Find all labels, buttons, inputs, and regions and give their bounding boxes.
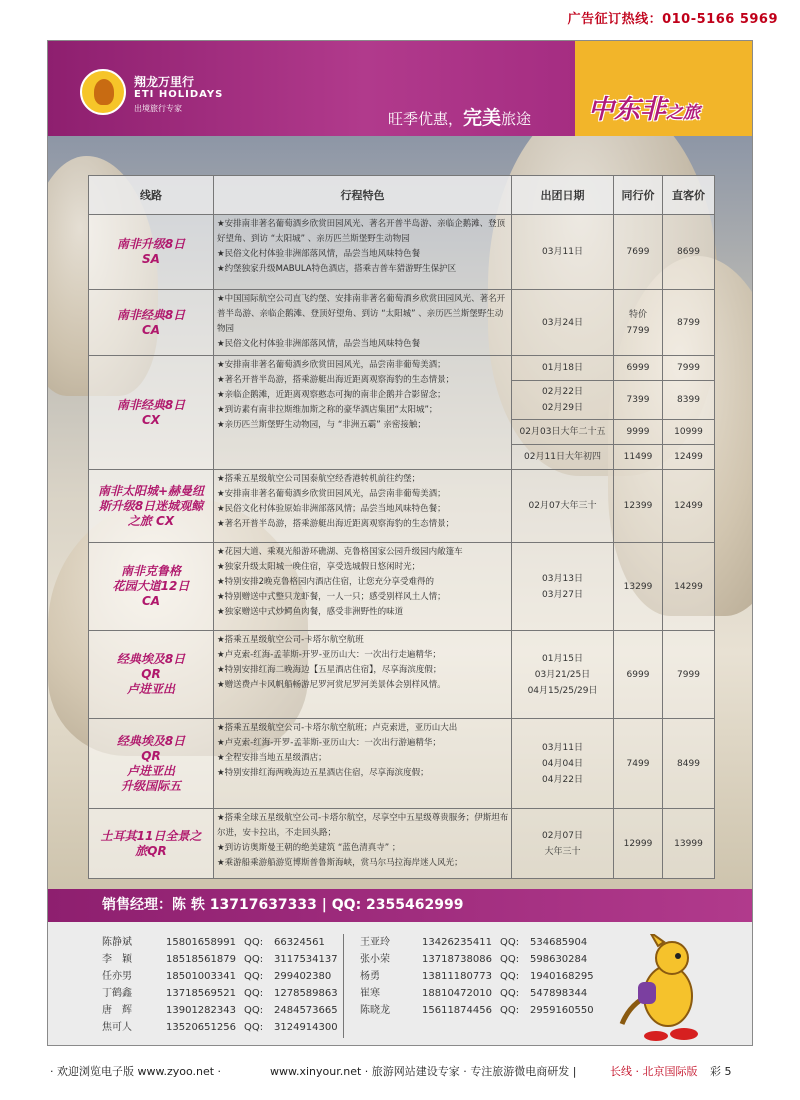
eti-logo-icon [80,69,126,115]
direct-price-cell: 12499 [663,445,715,470]
line: SA [142,252,160,266]
direct-price-cell [663,543,715,631]
features-cell [214,719,512,809]
line: 12499 [674,501,703,511]
contact-qq: 2959160550 [530,1005,594,1016]
slogan: 旺季优惠，完美旅途 [388,107,532,129]
line: ★到访访奥斯曼王朝的绝美建筑 “蓝色清真寺” ； [217,843,401,853]
features-cell [214,290,512,356]
route-name-cell [89,290,214,356]
contact-qq: 547898344 [530,988,588,999]
contact-phone: 18810472010 [422,988,492,999]
features-cell [214,631,512,719]
col-header-direct-price: 直客价 [663,176,715,215]
features-cell [214,809,512,879]
line: ★亲历匹兰斯堡野生动物园，与 “非洲五霸” 亲密接触； [217,420,426,430]
line: 14299 [674,581,703,592]
contact-qq: 534685904 [530,937,588,948]
line: ★搭乘全球五星级航空公司-卡塔尔航空，尽享空中五星级尊贵服务；伊斯坦布尔进，安卡拉出，不走回头路； [217,813,509,838]
contact-phone: 15611874456 [422,1005,492,1016]
footer-site-info: www.xinyour.net · 旅游网站建设专家 · 专注旅游微电商研发 | [270,1065,577,1078]
contact-qq: 3124914300 [274,1022,338,1033]
line: 8699 [677,247,700,257]
contact-qq-label: QQ: [244,937,264,948]
peer-price-cell [614,470,663,543]
direct-price-cell: 10999 [663,420,715,445]
features-cell [214,543,512,631]
line: QR [141,667,161,681]
contact-name: 丁鹤鑫 [102,988,132,999]
line: ★卢克索-红海-孟菲斯-开罗-亚历山大：一次出行走遍精华； [217,650,441,660]
line: ★搭乘五星级航空公司-卡塔尔航空航班；卢克索进，亚历山大出 [217,723,458,733]
line: ★全程安排当地五星级酒店； [217,753,327,763]
line: ★民俗文化村体验非洲部落风情，品尝当地风味特色餐 [217,249,421,259]
line: 斯升级8日迷城观鲸 [98,498,204,513]
line: 卢进亚出 [126,682,175,696]
page-title: 中东非之旅 [588,95,701,125]
line: 经典埃及8日 [116,652,186,666]
contact-phone: 13901282343 [166,1005,236,1016]
line: CX [141,412,161,427]
contact-qq-label: QQ: [500,937,520,948]
col-header-dates: 出团日期 [512,176,614,215]
contact-name: 李 颖 [102,954,132,965]
line: 7699 [626,247,650,257]
line: CA [141,322,161,337]
logo-en: ETI HOLIDAYS [134,89,224,100]
line: ★独家升级太阳城一晚住宿，享受选城假日悠闲时光； [217,562,421,572]
features-cell [214,215,512,290]
line: 8499 [677,758,700,769]
line: 02月11日大年初四 [524,452,601,462]
contact-phone: 18501003341 [166,971,236,982]
line: ★约堡独家升级MABULA特色酒店，搭乘吉普车猎游野生保护区 [217,264,457,274]
line: ★特别安排红海两晚海边五星酒店住宿，尽享海滨度假； [217,768,429,778]
direct-price-cell [663,470,715,543]
line: 6999 [626,669,650,680]
table-row [89,290,715,356]
direct-price-cell [663,290,715,356]
line: ★赠送费卢卡风帆船畅游尼罗河赏尼罗河美景体会别样风情。 [217,680,446,690]
line: 02月07日 [542,830,583,841]
line: 大年三十 [544,846,581,857]
contact-qq-label: QQ: [244,1022,264,1033]
line: ★搭乘五星级航空公司-卡塔尔航空航班 [217,635,364,645]
contact-qq-label: QQ: [244,954,264,965]
line: 02月07大年三十 [528,501,597,511]
contact-qq: 2484573665 [274,1005,338,1016]
departure-date-cell [512,445,614,470]
sales-manager-bar: 销售经理：陈 轶 13717637333 | QQ: 2355462999 [48,889,752,922]
contact-name: 陈静斌 [102,937,132,948]
contact-qq: 1278589863 [274,988,338,999]
col-header-route: 线路 [89,176,214,215]
line: 8799 [677,317,700,328]
contact-name: 王亚玲 [360,937,390,948]
line: ★民俗文化村体验原始非洲部落风情；品尝当地风味特色餐； [217,504,446,514]
peer-price-cell [614,543,663,631]
line: 03月13日 [542,573,583,584]
line: CA [141,594,161,608]
line: 南非克鲁格 [120,564,181,578]
features-cell [214,356,512,470]
departure-date-cell [512,809,614,879]
line: 7799 [626,325,650,336]
route-name-cell [89,543,214,631]
line: ★花园大道、乘观光船游环礁湖、克鲁格国家公园升级园内敞篷车 [217,547,463,557]
direct-price-cell [663,719,715,809]
line: ★安排南非著名葡萄酒乡欣赏田园风光，品尝南非葡萄美酒； [217,489,446,499]
contact-name: 陈晓龙 [360,1005,390,1016]
direct-price-cell: 8399 [663,381,715,420]
line: 03月11日 [542,247,583,257]
departure-date-cell [512,381,614,420]
footer-page-number: 彩 5 [710,1065,732,1078]
line: 13299 [623,581,653,592]
line: 02月29日 [542,403,583,413]
departure-date-cell [512,631,614,719]
line: 南非太阳城+赫曼纽 [97,483,205,498]
line: 7999 [677,669,700,680]
contact-name: 焦可人 [102,1022,132,1033]
line: ★著名开普半岛游，搭乘游艇出海近距离观察海豹的生态情景； [217,519,455,529]
line: 升级国际五 [120,778,181,793]
line: 土耳其11日全景之 [100,828,202,843]
contact-phone: 18518561879 [166,954,236,965]
contact-phone: 13520651256 [166,1022,236,1033]
contact-qq-label: QQ: [500,954,520,965]
table-row [89,809,715,879]
line: 经典埃及8日 [116,733,186,748]
footer-section: 长线 · 北京国际版 [610,1065,698,1078]
peer-price-cell: 11499 [614,445,663,470]
line: ★中国国际航空公司直飞约堡、安排南非著名葡萄酒乡欣赏田园风光、著名开普半岛游、亲临企鹅滩、登顶好望角、到访 “太阳城” 、亲历匹兰斯堡野生动物园 [217,294,506,334]
line: 04月15/25/29日 [527,685,598,696]
table-row [89,719,715,809]
line: 03月27日 [542,589,583,600]
direct-price-cell: 7999 [663,356,715,381]
peer-price-cell: 9999 [614,420,663,445]
line: 03月24日 [542,317,583,328]
line: 02月03日大年二十五 [519,427,606,437]
contact-phone: 15801658991 [166,937,236,948]
table-row [89,631,715,719]
line: 之旅 CX [127,513,175,528]
page-frame [47,40,753,1046]
table-row [89,356,715,381]
contact-qq: 66324561 [274,937,325,948]
route-name-cell [89,719,214,809]
contact-qq: 598630284 [530,954,588,965]
direct-price-cell [663,809,715,879]
line: ★特别赠送中式整只龙虾餐，一人一只；感受别样风土人情； [217,592,446,602]
departure-date-cell [512,543,614,631]
ad-hotline: 广告征订热线：010-5166 5969 [567,12,778,27]
direct-price-cell [663,215,715,290]
line: 花园大道12日 [112,579,190,593]
departure-date-cell [512,470,614,543]
contact-qq-label: QQ: [500,971,520,982]
line: 南非升级8日 [116,237,186,251]
peer-price-cell: 7399 [614,381,663,420]
line: ★著名开普半岛游，搭乘游艇出海近距离观察海豹的生态情景； [217,375,455,385]
line: ★搭乘五星级航空公司国泰航空经香港转机前往约堡； [217,474,421,484]
line: 04月04日 [542,758,583,769]
peer-price-cell: 6999 [614,356,663,381]
line: 12999 [623,838,653,849]
contact-qq-label: QQ: [244,971,264,982]
tour-table [88,175,715,879]
departure-date-cell [512,356,614,381]
contact-qq-label: QQ: [500,988,520,999]
line: 南非经典8日 [116,307,186,322]
line: 04月22日 [542,774,583,785]
line: 卢进亚出 [126,763,175,778]
route-name-cell [89,356,214,470]
contact-phone: 13718569521 [166,988,236,999]
table-row [89,215,715,290]
departure-date-cell [512,290,614,356]
kangaroo-mascot-icon [608,934,718,1044]
contact-phone: 13426235411 [422,937,492,948]
col-header-features: 行程特色 [214,176,512,215]
table-row [89,543,715,631]
peer-price-cell [614,631,663,719]
route-name-cell [89,470,214,543]
contact-name: 张小荣 [360,954,390,965]
logo-cn: 翔龙万里行 [134,75,195,89]
logo-subtitle: 出境旅行专家 [134,104,182,113]
contact-name: 任亦男 [102,971,132,982]
contact-qq-label: QQ: [244,988,264,999]
line: ★安排南非著名葡萄酒乡欣赏田园风光、著名开普半岛游、亲临企鹅滩、登顶好望角、到访 “太阳城” 、亲历匹兰斯堡野生动物园 [217,219,506,244]
route-name-cell [89,809,214,879]
contacts-divider [343,934,344,1038]
peer-price-cell [614,809,663,879]
peer-price-cell [614,215,663,290]
departure-date-cell [512,719,614,809]
line: 7499 [626,758,650,769]
line: ★特别安排红海二晚海边【五星酒店住宿】，尽享海滨度假； [217,665,442,675]
contact-phone: 13718738086 [422,954,492,965]
line: 02月22日 [542,387,583,397]
line: 13999 [674,838,703,849]
line: 01月18日 [542,363,583,373]
features-cell [214,470,512,543]
line: 南非经典8日 [116,397,186,412]
line: ★乘游船乘游船游览博斯普鲁斯海峡，赏马尔马拉海岸迷人风光； [217,858,463,868]
line: ★卢克索-红海-开罗-孟菲斯-亚历山大：一次出行游遍精华； [217,738,441,748]
table-row [89,470,715,543]
line: QR [141,748,161,763]
contact-qq: 1940168295 [530,971,594,982]
contact-name: 崔寒 [360,988,380,999]
route-name-cell [89,215,214,290]
contact-qq-label: QQ: [244,1005,264,1016]
departure-date-cell [512,420,614,445]
peer-price-cell [614,719,663,809]
line: ★民俗文化村体验非洲部落风情，品尝当地风味特色餐 [217,339,421,349]
table-header-row [89,176,715,215]
contact-qq-label: QQ: [500,1005,520,1016]
line: 12399 [623,501,653,511]
peer-price-cell [614,290,663,356]
line: 特价 [628,309,647,320]
line: ★到访素有南非拉斯维加斯之称的豪华酒店集团“太阳城”； [217,405,438,415]
line: ★独家赠送中式炒鳄鱼肉餐，感受非洲野性的味道 [217,607,404,617]
line: 03月21/25日 [534,669,591,680]
line: ★安排南非著名葡萄酒乡欣赏田园风光，品尝南非葡萄美酒； [217,360,446,370]
direct-price-cell [663,631,715,719]
line: 旅QR [135,843,167,858]
col-header-peer-price: 同行价 [614,176,663,215]
contact-phone: 13811180773 [422,971,492,982]
departure-date-cell [512,215,614,290]
contact-qq: 299402380 [274,971,332,982]
line: ★特别安排2晚克鲁格园内酒店住宿，让您充分享受难得的 [217,577,435,587]
contact-qq: 3117534137 [274,954,338,965]
line: 03月11日 [542,742,583,753]
route-name-cell [89,631,214,719]
line: ★亲临企鹅滩，近距离观察憨态可掬的南非企鹅并合影留念； [217,390,446,400]
contact-name: 杨勇 [360,971,380,982]
contact-name: 唐 辉 [102,1005,132,1016]
footer-ezine-link[interactable]: · 欢迎浏览电子版 www.zyoo.net · [50,1065,222,1078]
contacts-panel [48,922,752,1046]
line: 01月15日 [542,653,583,664]
